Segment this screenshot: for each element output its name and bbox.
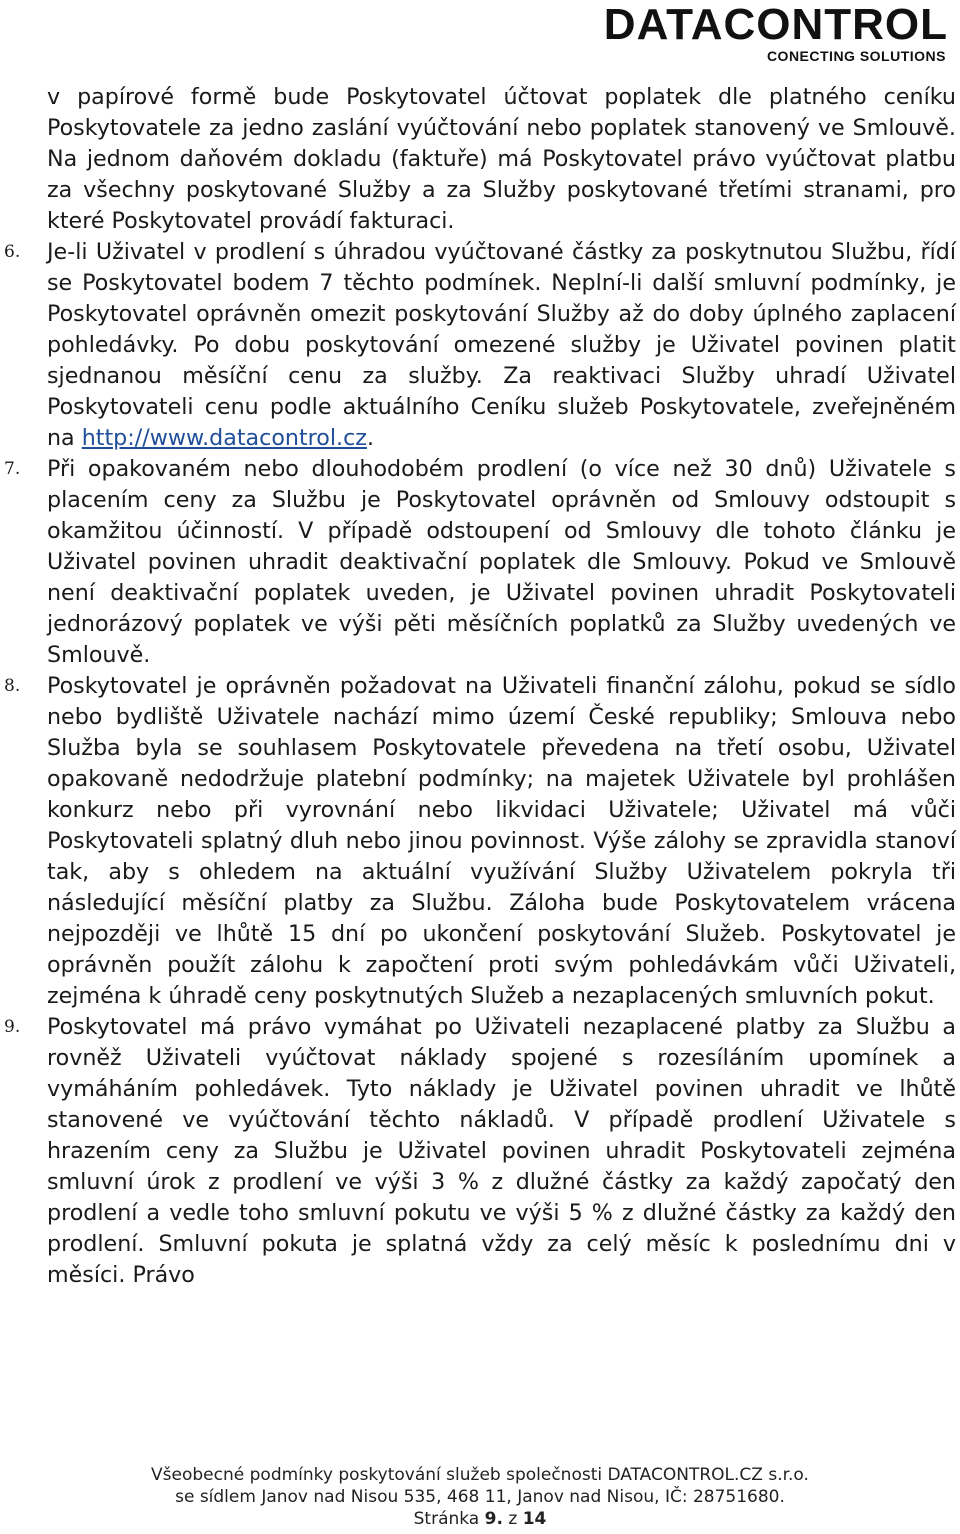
item-text	[0, 237, 958, 454]
item-6-text: Je-li Uživatel v prodlení s úhradou vyúčtované částky za poskytnutou Službu, řídí se Poskytovatel bodem 7 těchto podmínek. Neplní-li další smluvní podmínky, je Poskytovatel oprávněn omezit poskytování Služby až do doby úplného zaplacení pohledávky. Po dobu poskytování omezené služby je Uživatel povinen platit sjednanou měsíční cenu za služby. Za reaktivaci Služby uhradí Uživatel Poskytovateli cenu podle aktuálního Ceníku služeb Poskytovatele, zveřejněném na	[47, 239, 956, 451]
list-item-8	[0, 671, 958, 1012]
item-text: Poskytovatel má právo vymáhat po Uživateli nezaplacené platby za Službu a rovněž Uživateli vyúčtovat náklady spojené s rozesíláním upomínek a vymáháním pohledávek. Tyto náklady je Uživatel povinen uhradit ve lhůtě stanovené ve vyúčtování těchto nákladů. V případě prodlení Uživatele s hrazením ceny za Službu je Uživatel povinen uhradit Poskytovateli zejména smluvní úrok z prodlení ve výši 3 % z dlužné částky za každý započatý den prodlení a vedle toho smluvní pokutu ve výši 5 % z dlužné částky za každý den prodlení. Smluvní pokuta je splatná vždy za celý měsíc k poslednímu dni v měsíci. Právo	[47, 1014, 956, 1288]
page-total: 14	[522, 1509, 547, 1529]
page-label: Stránka	[413, 1509, 480, 1529]
company-logo	[568, 2, 948, 64]
item-number: 6.	[4, 242, 21, 262]
item-text: Při opakovaném nebo dlouhodobém prodlení (o více než 30 dnů) Uživatele s placením ceny za Službu je Poskytovatel oprávněn od Smlouvy odstoupit s okamžitou účinností. V případě odstoupení od Smlouvy dle tohoto článku je Uživatel povinen uhradit deaktivační poplatek dle Smlouvy. Pokud ve Smlouvě není deaktivační poplatek uveden, je Uživatel povinen uhradit Poskytovateli jednorázový poplatek ve výši pěti měsíčních poplatků za Služby uvedených ve Smlouvě.	[47, 456, 956, 668]
document-body	[0, 82, 958, 1291]
item-number: 8.	[4, 676, 21, 696]
list-item-9	[0, 1012, 958, 1291]
item-6-after-link: .	[366, 425, 374, 451]
footer-company-line: Všeobecné podmínky poskytování služeb společnosti DATACONTROL.CZ s.r.o.	[151, 1465, 809, 1485]
item-number: 9.	[4, 1017, 21, 1037]
item-number: 7.	[4, 459, 21, 479]
datacontrol-link[interactable]: http://www.datacontrol.cz	[81, 425, 367, 451]
logo-tagline: CONECTING SOLUTIONS	[766, 48, 946, 64]
item-text: Poskytovatel je oprávněn požadovat na Uživateli finanční zálohu, pokud se sídlo nebo bydliště Uživatele nachází mimo území České republiky; Smlouva nebo Služba byla se souhlasem Poskytovatele převedena na třetí osobu, Uživatel opakovaně nedodržuje platební podmínky; na majetek Uživatele byl prohlášen konkurz nebo při vyrovnání nebo likvidaci Uživatele; Uživatel má vůči Poskytovateli splatný dluh nebo jinou povinnost. Výše zálohy se zpravidla stanoví tak, aby s ohledem na aktuální využívání Služby Uživatelem pokryla tři následující měsíční platby za Službu. Záloha bude Poskytovatelem vrácena nejpozději ve lhůtě 15 dní po ukončení poskytování Služeb. Poskytovatel je oprávněn použít zálohu k započtení proti svým pohledávkám vůči Uživateli, zejména k úhradě ceny poskytnutých Služeb a nezaplacených smluvních pokut.	[47, 673, 956, 1009]
list-item-6	[0, 237, 958, 454]
page-current: 9.	[484, 1509, 503, 1529]
page-number	[0, 1508, 960, 1530]
page-footer	[0, 1464, 960, 1530]
footer-address-line: se sídlem Janov nad Nisou 535, 468 11, Janov nad Nisou, IČ: 28751680.	[175, 1487, 785, 1507]
page-separator: z	[508, 1509, 518, 1529]
logo-text: DATACONTROL	[603, 0, 948, 49]
intro-paragraph: v papírové formě bude Poskytovatel účtovat poplatek dle platného ceníku Poskytovatele za jedno zaslání vyúčtování nebo poplatek stanovený ve Smlouvě. Na jednom daňovém dokladu (faktuře) má Poskytovatel právo vyúčtovat platbu za všechny poskytované Služby a za Služby poskytované třetími stranami, pro které Poskytovatel provádí fakturaci.	[47, 84, 956, 234]
list-item-7	[0, 454, 958, 671]
